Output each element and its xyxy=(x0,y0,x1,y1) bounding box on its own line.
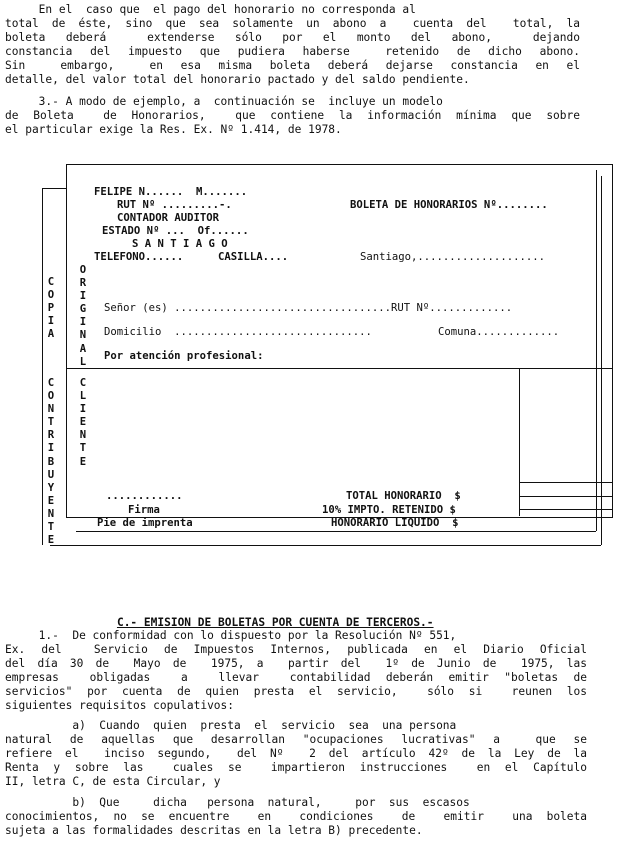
copy-top-edge xyxy=(42,188,66,189)
issuer-name: FELIPE N...... M....... xyxy=(94,186,248,198)
text-line: a) Cuando quien presta el servicio sea una persona xyxy=(5,719,457,732)
firma-dots: ............ xyxy=(106,490,183,502)
issuer-rut: RUT Nº .........-. xyxy=(117,199,232,211)
issuer-profession: CONTADOR AUDITOR xyxy=(117,212,220,224)
copy-bottom-edge xyxy=(76,531,596,532)
liquido-row-line xyxy=(519,509,612,510)
text-line: constancia del impuesto que pudiera haberse retenido de dicho abono. xyxy=(5,45,580,58)
copy-bottom-edge-2 xyxy=(50,545,601,546)
text-line: b) Que dicha persona natural, por sus escasos xyxy=(5,796,470,809)
vertical-label-copia: COPIA xyxy=(47,276,55,341)
comuna-line: Comuna............. xyxy=(438,326,560,338)
text-line: refiere el inciso segundo, del Nº 2 del artículo 42º de la Ley de la xyxy=(5,747,587,760)
text-line: boleta deberá extenderse sólo por el monto del abono, dejando xyxy=(5,31,580,44)
text-line: de Boleta de Honorarios, que contiene la información mínima que sobre xyxy=(5,109,580,122)
section-c-title: C.- EMISION DE BOLETAS POR CUENTA DE TERCEROS.- xyxy=(116,616,434,629)
issuer-casilla: CASILLA.... xyxy=(218,251,289,263)
atencion-line: Por atención profesional: xyxy=(104,350,264,362)
impto-retenido-label: 10% IMPTO. RETENIDO $ xyxy=(322,504,456,516)
text-line: total de éste, sino que sea solamente un abono a cuenta del total, la xyxy=(5,17,580,30)
text-line: servicios" por cuenta de quien presta el servicio, sólo si reunen los xyxy=(5,685,587,698)
text-line: Renta y sobre las cuales se impartieron instrucciones en el Capítulo xyxy=(5,761,587,774)
issuer-telefono: TELEFONO...... xyxy=(94,251,184,263)
text-line: 3.- A modo de ejemplo, a continuación se incluye un modelo xyxy=(5,95,443,108)
vertical-label-original: ORIGINAL xyxy=(79,264,87,368)
total-honorario-label: TOTAL HONORARIO $ xyxy=(346,490,461,502)
santiago-date-line: Santiago,.................... xyxy=(360,251,545,263)
copy-left-edge xyxy=(42,188,43,545)
vertical-label-cliente: CLIENTE xyxy=(79,377,87,468)
total-row-line xyxy=(519,482,612,483)
text-line: Ex. del Servicio de Impuestos Internos, publicada en el Diario Oficial xyxy=(5,643,587,656)
text-line: sujeta a las formalidades descritas en la letra B) precedente. xyxy=(5,824,423,837)
text-line: En el caso que el pago del honorario no corresponda al xyxy=(5,3,416,16)
text-line: II, letra C, de esta Circular, y xyxy=(5,775,221,788)
text-line: del día 30 de Mayo de 1975, a partir del 1º de Junio de 1975, las xyxy=(5,657,587,670)
text-line: Sin embargo, en esa misma boleta deberá dejarse constancia en el xyxy=(5,59,580,72)
text-line: empresas obligadas a llevar contabilidad deberán emitir "boletas de xyxy=(5,671,587,684)
senor-line: Señor (es) ..................................RUT Nº............. xyxy=(104,302,513,314)
issuer-city: S A N T I A G O xyxy=(132,238,228,250)
issuer-address: ESTADO Nº ... Of...... xyxy=(102,225,249,237)
pie-de-imprenta: Pie de imprenta xyxy=(97,517,193,529)
text-line: 1.- De conformidad con lo dispuesto por la Resolución Nº 551, xyxy=(5,629,457,642)
text-line: detalle, del valor total del honorario pactado y del saldo pendiente. xyxy=(5,73,470,86)
honorario-liquido-label: HONORARIO LIQUIDO $ xyxy=(331,517,459,529)
text-line: el particular exige la Res. Ex. Nº 1.414, de 1978. xyxy=(5,123,342,136)
text-line: conocimientos, no se encuentre en condiciones de emitir una boleta xyxy=(5,810,587,823)
boleta-title: BOLETA DE HONORARIOS Nº........ xyxy=(350,199,548,211)
text-line: natural de aquellas que desarrollan "ocupaciones lucrativas" a que se xyxy=(5,733,587,746)
form-divider xyxy=(66,368,612,369)
firma-label: Firma xyxy=(128,504,160,516)
totals-column-line xyxy=(519,368,520,516)
vertical-label-contribuyente: CONTRIBUYENTE xyxy=(47,377,55,547)
text-line: siguientes requisitos copulativos: xyxy=(5,699,235,712)
domicilio-line: Domicilio ............................... xyxy=(104,326,372,338)
impto-row-line xyxy=(519,496,612,497)
